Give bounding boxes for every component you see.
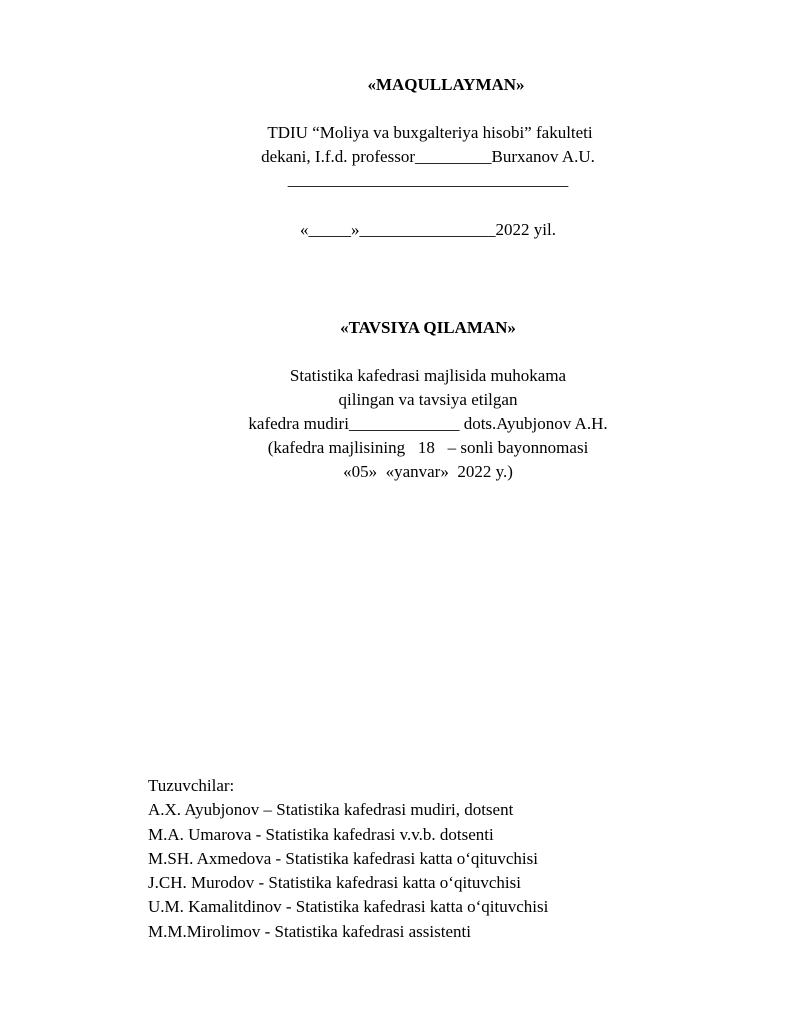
- approval-heading: «MAQULLAYMAN»: [367, 75, 525, 94]
- protocol-number-line: (kafedra majlisining 18 – sonli bayonnomasi: [267, 438, 589, 457]
- author-item: M.SH. Axmedova - Statistika kafedrasi katta oʻqituvchisi: [148, 848, 538, 868]
- author-item: J.CH. Murodov - Statistika kafedrasi katta oʻqituvchisi: [148, 873, 521, 893]
- approval-date-line: «_____»________________2022 yil.: [300, 220, 556, 239]
- faculty-line: TDIU “Moliya va buxgalteriya hisobi” fakulteti: [267, 123, 593, 142]
- signature-underline: _________________________________: [287, 170, 569, 189]
- recommended-line: qilingan va tavsiya etilgan: [338, 390, 518, 409]
- author-item: U.M. Kamalitdinov - Statistika kafedrasi katta oʻqituvchisi: [148, 897, 549, 917]
- dean-signature-line: dekani, I.f.d. professor_________Burxanov A.U.: [261, 147, 595, 166]
- authors-block: [148, 774, 548, 944]
- author-item: M.M.Mirolimov - Statistika kafedrasi assistenti: [148, 921, 471, 941]
- recommend-heading: «TAVSIYA QILAMAN»: [340, 318, 516, 337]
- author-item: M.A. Umarova - Statistika kafedrasi v.v.b. dotsenti: [148, 824, 494, 844]
- authors-label: Tuzuvchilar:: [148, 776, 235, 795]
- protocol-date-line: «05» «yanvar» 2022 y.): [343, 462, 513, 481]
- department-head-signature-line: kafedra mudiri_____________ dots.Ayubjonov A.H.: [248, 414, 608, 433]
- department-discussion-line: Statistika kafedrasi majlisida muhokama: [289, 366, 567, 385]
- author-item: A.X. Ayubjonov – Statistika kafedrasi mudiri, dotsent: [148, 800, 514, 820]
